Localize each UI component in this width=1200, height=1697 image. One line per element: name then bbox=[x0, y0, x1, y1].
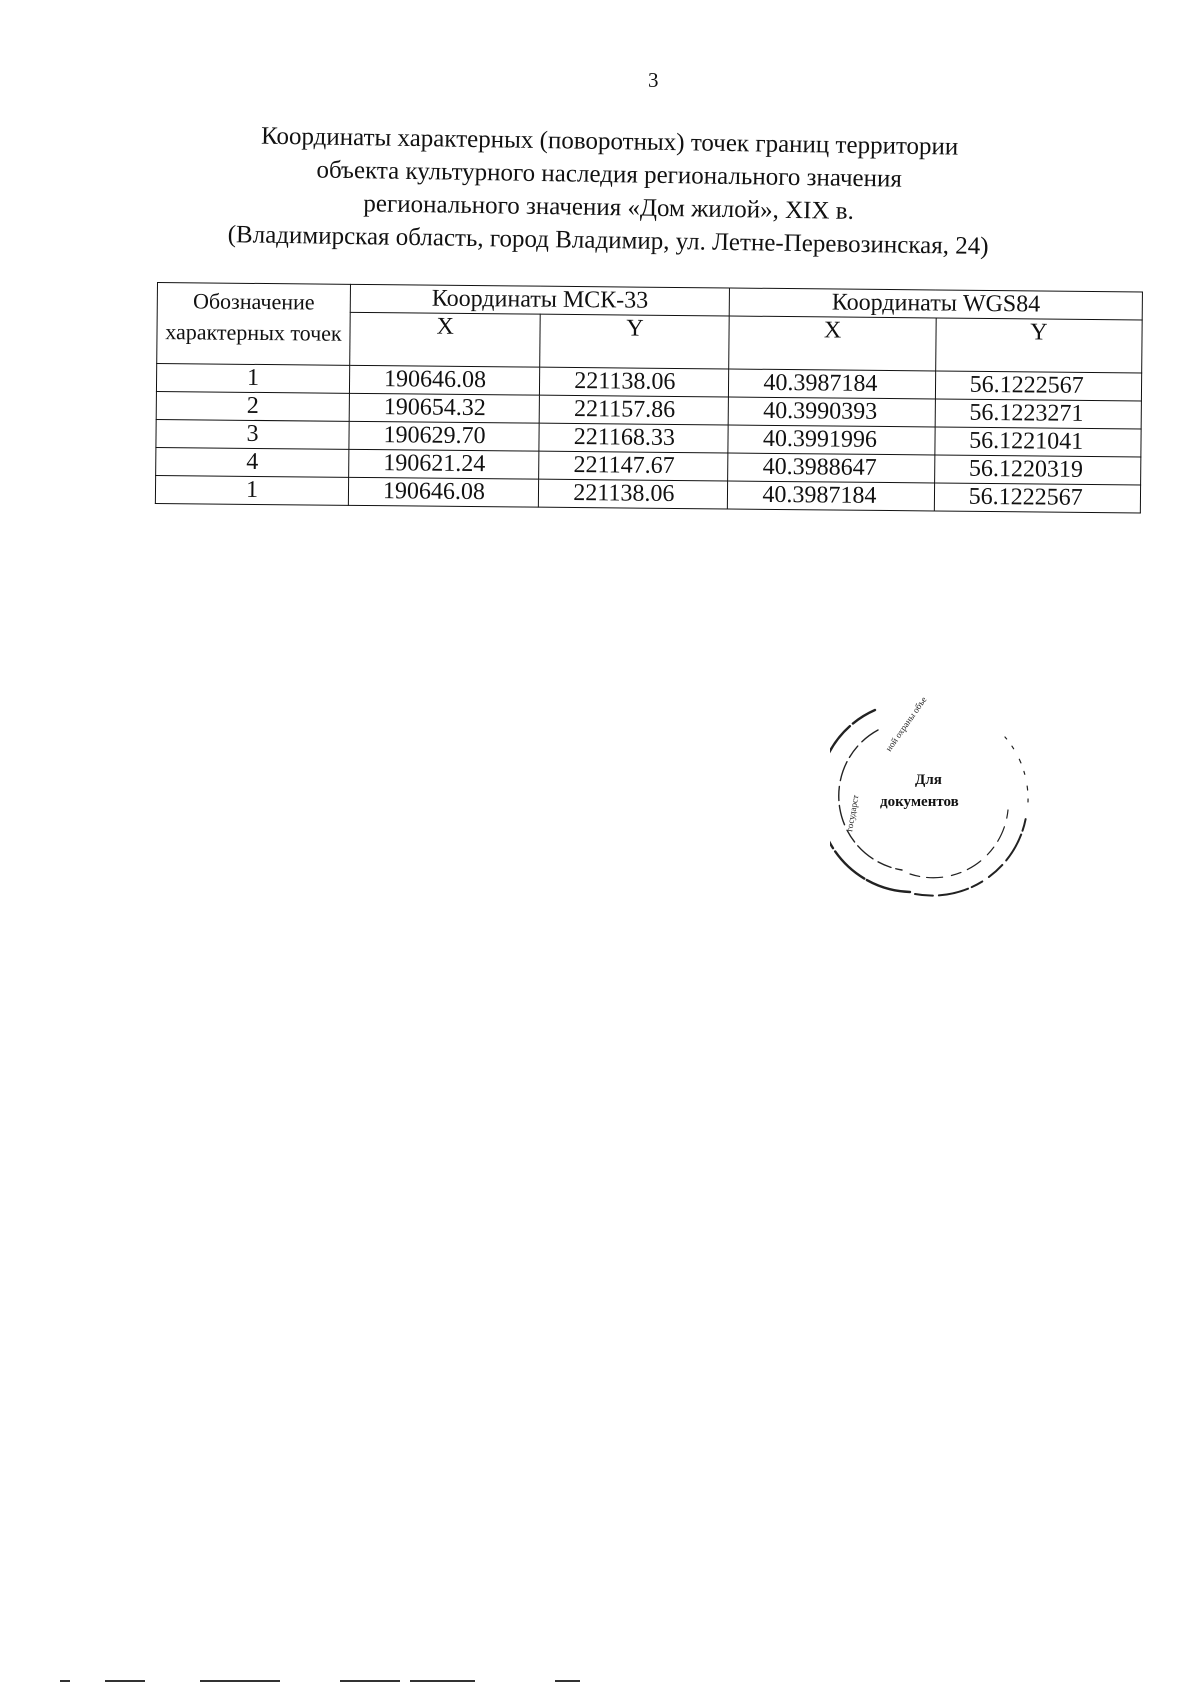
wgs-x-value: 40.3990393 bbox=[729, 397, 936, 427]
point-number: 2 bbox=[156, 391, 349, 421]
wgs-x-value: 40.3991996 bbox=[728, 425, 935, 455]
title-line: регионального значения «Дом жилой», XIX в. bbox=[363, 190, 855, 225]
point-number: 3 bbox=[156, 419, 349, 449]
svg-text:ной охраны объе: ной охраны объе bbox=[883, 694, 929, 754]
msk-y-value: 221147.67 bbox=[539, 451, 728, 481]
wgs-y-value: 56.1222567 bbox=[935, 371, 1142, 401]
msk-x-value: 190621.24 bbox=[349, 449, 540, 479]
page-number: 3 bbox=[648, 68, 659, 92]
scan-artifact-lines bbox=[0, 1678, 1200, 1684]
msk-x-value: 190646.08 bbox=[348, 477, 539, 507]
wgs-x-value: 40.3988647 bbox=[728, 453, 935, 483]
header-points: Обозначение характерных точек bbox=[157, 283, 351, 366]
msk-x-value: 190646.08 bbox=[349, 365, 540, 395]
msk-y-value: 221138.06 bbox=[539, 479, 728, 509]
msk-y-value: 221138.06 bbox=[540, 367, 729, 397]
msk-x-value: 190629.70 bbox=[349, 421, 540, 451]
coordinates-table bbox=[155, 282, 1143, 513]
title-line: Координаты характерных (поворотных) точек границ территории bbox=[260, 122, 959, 161]
wgs-x-value: 40.3987184 bbox=[729, 369, 936, 399]
document-title bbox=[158, 118, 1060, 264]
point-number: 1 bbox=[155, 475, 348, 505]
title-line: (Владимирская область, город Владимир, ул. Летне-Перевозинская, 24) bbox=[227, 221, 989, 261]
header-msk-x: X bbox=[350, 312, 541, 367]
point-number: 1 bbox=[156, 364, 349, 394]
wgs-x-value: 40.3987184 bbox=[728, 481, 935, 511]
svg-text:государст: государст bbox=[844, 794, 861, 833]
header-wgs-x: X bbox=[729, 316, 936, 371]
point-number: 4 bbox=[156, 447, 349, 477]
msk-y-value: 221157.86 bbox=[539, 395, 728, 425]
msk-x-value: 190654.32 bbox=[349, 393, 540, 423]
stamp-text-line1: Для bbox=[915, 772, 942, 788]
wgs-y-value: 56.1223271 bbox=[935, 399, 1142, 429]
stamp-text-line2: документов bbox=[880, 794, 959, 810]
title-line: объекта культурного наследия регионального значения bbox=[316, 156, 903, 193]
header-wgs: Координаты WGS84 bbox=[730, 288, 1143, 320]
wgs-y-value: 56.1222567 bbox=[934, 483, 1141, 513]
msk-y-value: 221168.33 bbox=[539, 423, 728, 453]
header-msk: Координаты МСК-33 bbox=[350, 284, 730, 316]
wgs-y-value: 56.1221041 bbox=[935, 427, 1142, 457]
wgs-y-value: 56.1220319 bbox=[934, 455, 1141, 485]
header-msk-y: Y bbox=[540, 314, 730, 369]
header-wgs-y: Y bbox=[935, 318, 1142, 373]
